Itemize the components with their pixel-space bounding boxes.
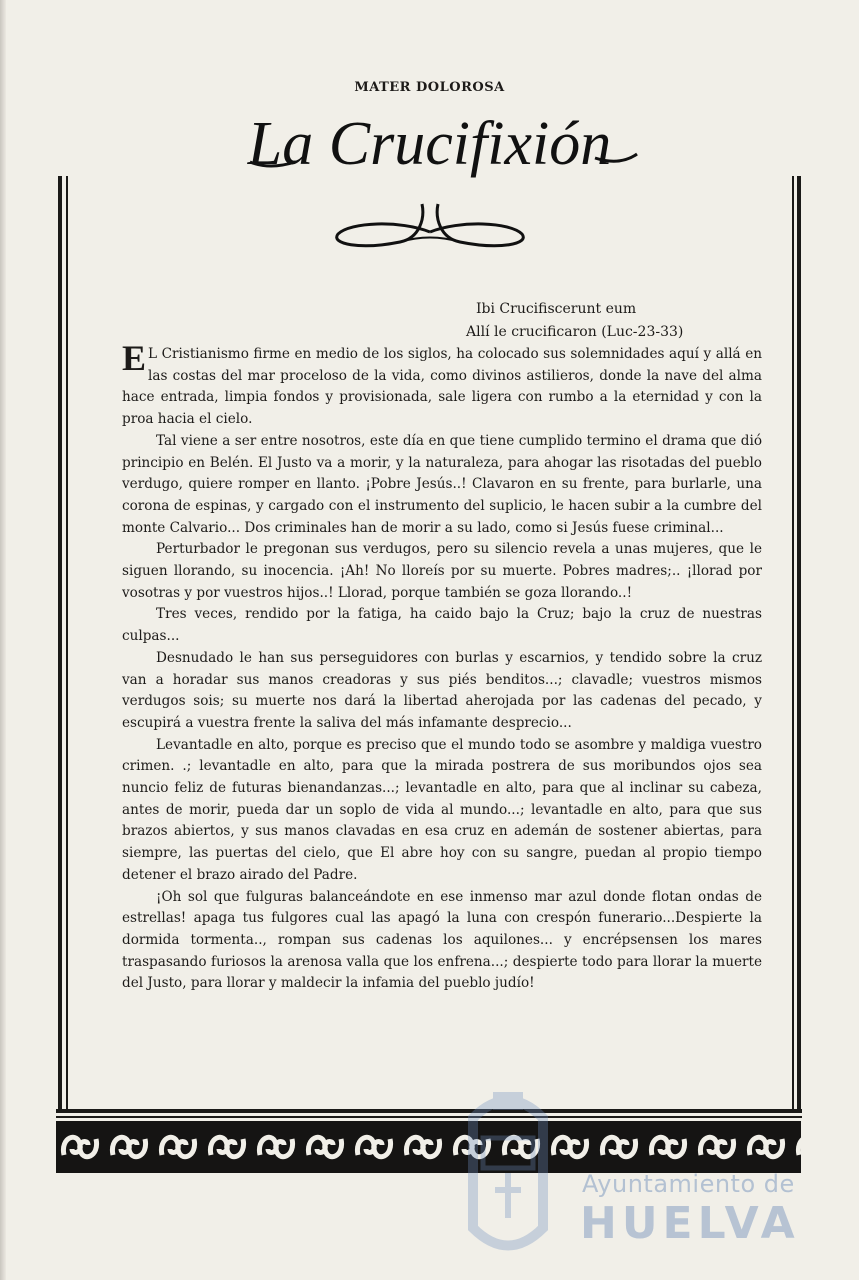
frame-bottom-inner-rule <box>56 1116 802 1118</box>
watermark-institution: Ayuntamiento de <box>582 1170 795 1198</box>
flourish-ornament <box>330 198 530 258</box>
scroll-motif <box>112 1137 145 1156</box>
scroll-motif <box>700 1137 733 1156</box>
epigraph-spanish: Allí le crucificaron (Luc-23-33) <box>466 324 684 340</box>
title-swash-ornament <box>225 110 645 190</box>
scroll-motif <box>210 1137 243 1156</box>
frame-right-inner-rule <box>792 176 794 1112</box>
paragraph-1-text: Cristianismo firme en medio de los siglos, ha colocado sus solemnidades aquí y allá en las costas del mar proceloso de la vida, como divinos astilieros, donde la nave del alma hace entrada, limpia fondos y provisionada, sale ligera con rumbo a la eternidad y con la proa hacia el cielo. <box>122 346 762 428</box>
scroll-motif <box>357 1137 390 1156</box>
drop-cap-rest: L <box>148 346 158 362</box>
page-title: La Crucifixión <box>247 110 612 178</box>
paragraph-2: Tal viene a ser entre nosotros, este día en que tiene cumplido termino el drama que dió principio en Belén. El Justo va a morir, y la naturaleza, para ahogar las risotadas del pueblo verdugo, quiere romper en llanto. ¡Pobre Jesús..! Clavaron en su frente, para burlarle, una corona de espinas, y cargado con el instrumento del suplicio, le hacen subir a la cumbre del monte Calvario... Dos criminales han de morir a su lado, como si Jesús fuese criminal... <box>122 432 762 536</box>
scroll-motif <box>259 1137 292 1156</box>
crest-watermark-icon <box>453 1078 563 1268</box>
paragraph-6: Levantadle en alto, porque es preciso que el mundo todo se asombre y maldiga vuestro crimen. .; levantadle en alto, para que la mirada postrera de sus moribundos ojos sea nuncio feliz de futuras bienandanzas...; levantadle en alto, para que al inclinar su cabeza, antes de morir, pueda dar un soplo de vida al mundo...; levantadle en alto, para que sus brazos abiertos, y sus manos clavadas en esa cruz en ademán de sostener abiertas, para siempre, las puertas del cielo, que El abre hoy con su sangre, puedan al propio tiempo detener el brazo airado del Padre. <box>122 736 762 883</box>
page-edge-shadow <box>0 0 6 1280</box>
section-header: MATER DOLOROSA <box>354 80 505 95</box>
scroll-motif <box>406 1137 439 1156</box>
article-body <box>122 338 762 995</box>
epigraph-latin: Ibi Crucifiscerunt eum <box>476 301 637 317</box>
decorative-border-band <box>56 1121 801 1173</box>
frame-right-outer-rule <box>797 176 801 1112</box>
paragraph-3: Perturbador le pregonan sus verdugos, pero su silencio revela a unas mujeres, que le siguen llorando, su inocencia. ¡Ah! No lloreís por su muerte. Pobres madres;.. ¡llorad por vosotras y por vuestros hijos..! Llorad, porque también se goza llorando..! <box>122 541 762 601</box>
scroll-motif <box>651 1137 684 1156</box>
scroll-motif <box>161 1137 194 1156</box>
scroll-motif <box>308 1137 341 1156</box>
watermark-city: HUELVA <box>580 1198 800 1249</box>
paragraph-7: ¡Oh sol que fulguras balanceándote en ese inmenso mar azul donde flotan ondas de estrellas! apaga tus fulgores cual las apagó la luna con crespón funerario...Despierte la dormida tormenta.., rompan sus cadenas los aquilones... y encrépsensen los mares traspasando furiosos la arenosa valla que los enfrena...; despierte todo para llorar la muerte del Justo, para llorar y maldecir la infamia del pueblo judío! <box>122 888 762 992</box>
frame-left-inner-rule <box>66 176 68 1112</box>
scroll-motif <box>749 1137 782 1156</box>
scroll-motif <box>798 1137 801 1156</box>
epigraph <box>466 298 683 344</box>
frame-left-outer-rule <box>58 176 62 1112</box>
frame-bottom-outer-rule <box>56 1109 802 1113</box>
scroll-pattern <box>56 1121 801 1173</box>
scroll-motif <box>602 1137 635 1156</box>
paragraph-5: Desnudado le han sus perseguidores con burlas y escarnios, y tendido sobre la cruz van a horadar sus manos creadoras y sus piés benditos...; clavadle; vuestros mismos verdugos sois; su muerte nos dará la libertad aherojada por las cadenas del pecado, y escupirá a vuestra frente la saliva del más infamante desprecio... <box>122 649 762 731</box>
drop-cap: E <box>122 338 147 378</box>
paragraph-4: Tres veces, rendido por la fatiga, ha caido bajo la Cruz; bajo la cruz de nuestras culpas... <box>122 606 762 645</box>
paragraph-1 <box>122 338 762 431</box>
scroll-motif <box>63 1137 96 1156</box>
